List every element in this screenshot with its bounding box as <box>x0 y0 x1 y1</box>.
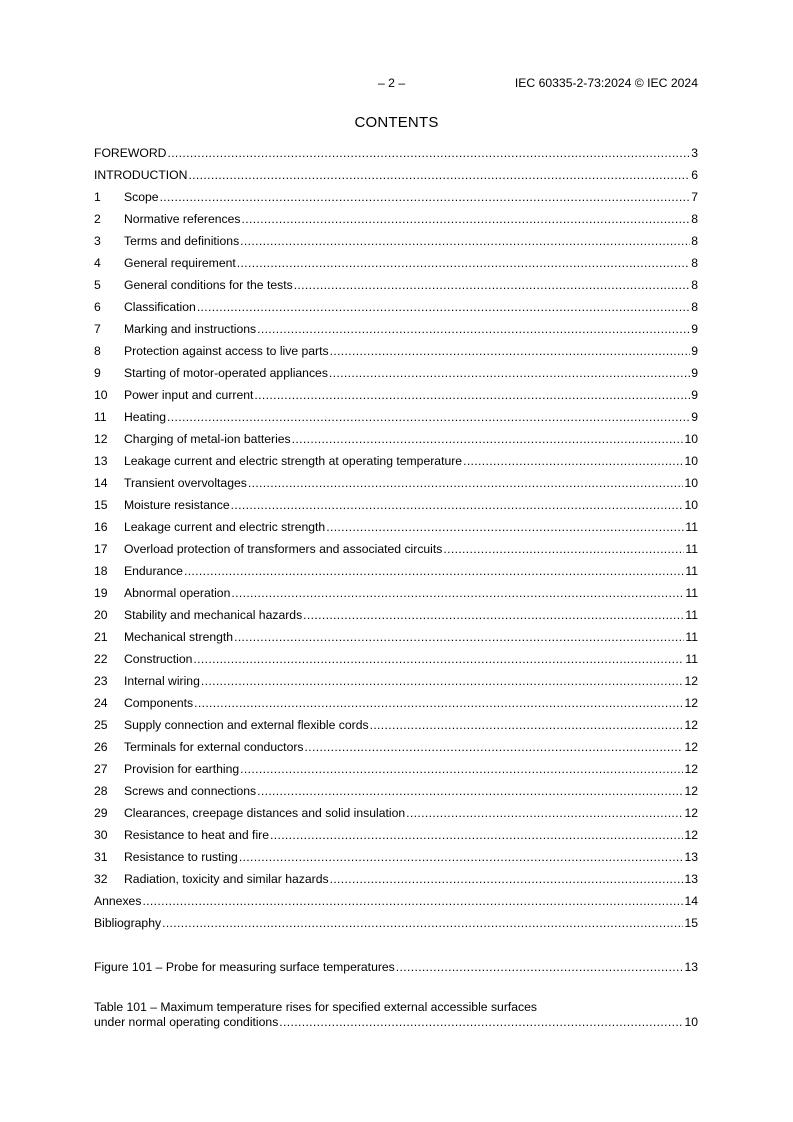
toc-entry-number: 30 <box>94 828 108 842</box>
toc-entry-label: Scope <box>124 190 159 204</box>
toc-entry-clause[interactable] <box>94 494 698 516</box>
dot-leader <box>329 362 690 384</box>
toc-entry-label: Figure 101 – Probe for measuring surface temperatures <box>94 960 395 974</box>
toc-entry-label: General conditions for the tests <box>124 278 293 292</box>
toc-entry-number: 12 <box>94 432 108 446</box>
dot-leader <box>370 714 684 736</box>
toc-entry-number: 32 <box>94 872 108 886</box>
toc-entry-label: Moisture resistance <box>124 498 230 512</box>
toc-entry-back[interactable] <box>94 890 698 912</box>
toc-entry-page: 12 <box>684 718 698 732</box>
dot-leader <box>257 318 690 340</box>
toc-entry-page: 13 <box>684 960 698 974</box>
dot-leader <box>240 230 690 252</box>
toc-entry-page: 12 <box>684 674 698 688</box>
dot-leader <box>160 186 691 208</box>
dot-leader <box>305 736 684 758</box>
toc-entry-page: 10 <box>684 476 698 490</box>
toc-entry-number: 22 <box>94 652 108 666</box>
toc-entry-label: Screws and connections <box>124 784 257 798</box>
toc-entry-label: Terminals for external conductors <box>124 740 304 754</box>
toc-entry-clause[interactable] <box>94 274 698 296</box>
toc-entry-page: 11 <box>685 608 698 622</box>
page-number: – 2 – <box>378 76 406 90</box>
dot-leader <box>270 824 683 846</box>
toc-entry-label: Resistance to heat and fire <box>124 828 269 842</box>
toc-entry-page: 12 <box>684 806 698 820</box>
dot-leader <box>231 582 684 604</box>
toc-entry-clause[interactable] <box>94 230 698 252</box>
toc-entry-clause[interactable] <box>94 340 698 362</box>
toc-entry-number: 19 <box>94 586 108 600</box>
dot-leader <box>292 428 684 450</box>
toc-entry-clause[interactable] <box>94 802 698 824</box>
toc-entry-number: 27 <box>94 762 108 776</box>
page-title: CONTENTS <box>354 114 439 131</box>
toc-entry-page: 11 <box>685 564 698 578</box>
toc-entry-clause[interactable] <box>94 428 698 450</box>
dot-leader <box>279 1014 683 1030</box>
toc-entry-number: 9 <box>94 366 101 380</box>
toc-entry-label: Abnormal operation <box>124 586 231 600</box>
toc-entry-number: 8 <box>94 344 101 358</box>
toc-entry-page: 10 <box>684 1015 698 1029</box>
toc-entry-label: Classification <box>124 300 196 314</box>
toc-entry-page: 11 <box>685 542 698 556</box>
toc-entry-label: Leakage current and electric strength at operating temperature <box>124 454 463 468</box>
toc-entry-page: 8 <box>691 212 698 226</box>
toc-entry-page: 10 <box>684 454 698 468</box>
toc-entry-page: 12 <box>684 828 698 842</box>
toc-entry-page: 12 <box>684 762 698 776</box>
dot-leader <box>240 758 683 780</box>
toc-entry-number: 11 <box>94 410 107 424</box>
toc-entry-number: 20 <box>94 608 108 622</box>
dot-leader <box>201 670 684 692</box>
toc-entry-page: 14 <box>684 894 698 908</box>
toc-entry-page: 8 <box>691 234 698 248</box>
toc-entry-label: Transient overvoltages <box>124 476 247 490</box>
toc-entry-clause[interactable] <box>94 626 698 648</box>
dot-leader <box>237 252 690 274</box>
toc-entry-label: Components <box>124 696 194 710</box>
toc-entry-number: 13 <box>94 454 108 468</box>
dot-leader <box>167 406 690 428</box>
toc-entry-clause[interactable] <box>94 384 698 406</box>
toc-entry-page: 9 <box>691 410 698 424</box>
toc-entry-label: Protection against access to live parts <box>124 344 329 358</box>
dot-leader <box>142 890 683 912</box>
toc-entry-clause[interactable] <box>94 780 698 802</box>
dot-leader <box>248 472 684 494</box>
standard-reference: IEC 60335-2-73:2024 © IEC 2024 <box>514 76 698 90</box>
toc-entry-page: 8 <box>691 300 698 314</box>
toc-entry-clause[interactable] <box>94 208 698 230</box>
toc-entry-page: 12 <box>684 784 698 798</box>
toc-entry-number: 14 <box>94 476 108 490</box>
toc-entry-clause[interactable] <box>94 692 698 714</box>
toc-entry-front[interactable] <box>94 164 698 186</box>
dot-leader <box>257 780 683 802</box>
toc-entry-label: Terms and definitions <box>124 234 240 248</box>
toc-entry-page: 13 <box>684 872 698 886</box>
toc-entry-label: Internal wiring <box>124 674 200 688</box>
toc-entry-number: 31 <box>94 850 108 864</box>
toc-entry-page: 15 <box>684 916 698 930</box>
toc-entry-label: Radiation, toxicity and similar hazards <box>124 872 329 886</box>
toc-entry-clause[interactable] <box>94 758 698 780</box>
toc-entry-number: 2 <box>94 212 101 226</box>
toc-entry-label: Mechanical strength <box>124 630 234 644</box>
dot-leader <box>443 538 684 560</box>
toc-entry-clause[interactable] <box>94 296 698 318</box>
toc-entry-number: 16 <box>94 520 108 534</box>
dot-leader <box>167 142 690 164</box>
toc-entry-label: Construction <box>124 652 193 666</box>
toc-entry-label: General requirement <box>124 256 236 270</box>
toc-entry-page: 7 <box>691 190 698 204</box>
toc-entry-number: 24 <box>94 696 108 710</box>
dot-leader <box>239 846 684 868</box>
toc-entry-number: 21 <box>94 630 108 644</box>
toc-entry-number: 29 <box>94 806 108 820</box>
toc-entry-clause[interactable] <box>94 670 698 692</box>
dot-leader <box>330 868 684 890</box>
toc-entry-label: Annexes <box>94 894 142 908</box>
dot-leader <box>330 340 691 362</box>
toc-entry-page: 10 <box>684 498 698 512</box>
toc-entry-label: Resistance to rusting <box>124 850 238 864</box>
toc-entry-page: 3 <box>691 146 698 160</box>
toc-entry-clause[interactable] <box>94 406 698 428</box>
toc-entry-number: 25 <box>94 718 108 732</box>
toc-entry-number: 10 <box>94 388 108 402</box>
toc-entry-number: 26 <box>94 740 108 754</box>
toc-entry-number: 7 <box>94 322 101 336</box>
toc-entry-number: 23 <box>94 674 108 688</box>
toc-entry-label: Leakage current and electric strength <box>124 520 326 534</box>
toc-entry-number: 1 <box>94 190 101 204</box>
toc-entry-clause[interactable] <box>94 516 698 538</box>
toc-entry-number: 17 <box>94 542 108 556</box>
toc-entry-page: 9 <box>691 366 698 380</box>
toc-entry-clause[interactable] <box>94 714 698 736</box>
dot-leader <box>194 692 683 714</box>
dot-leader <box>188 164 690 186</box>
toc-entry-label: Stability and mechanical hazards <box>124 608 303 622</box>
spacer <box>94 934 698 956</box>
toc-entry-label: Starting of motor-operated appliances <box>124 366 328 380</box>
toc-entry-page: 12 <box>684 740 698 754</box>
toc-entry-label: FOREWORD <box>94 146 167 160</box>
toc-entry-label: Supply connection and external flexible cords <box>124 718 369 732</box>
toc-entry-label: Heating <box>124 410 167 424</box>
table-of-contents <box>94 142 698 1030</box>
toc-entry-clause[interactable] <box>94 846 698 868</box>
toc-entry-number: 5 <box>94 278 101 292</box>
dot-leader <box>234 626 684 648</box>
dot-leader <box>463 450 683 472</box>
page-header <box>94 76 698 92</box>
spacer <box>94 978 698 1000</box>
dot-leader <box>193 648 684 670</box>
toc-entry-table-line2[interactable] <box>94 1014 698 1030</box>
toc-entry-label: Normative references <box>124 212 241 226</box>
toc-entry-clause[interactable] <box>94 450 698 472</box>
toc-entry-clause[interactable] <box>94 824 698 846</box>
toc-entry-back[interactable] <box>94 912 698 934</box>
toc-entry-label: Charging of metal-ion batteries <box>124 432 291 446</box>
toc-entry-page: 8 <box>691 278 698 292</box>
dot-leader <box>294 274 691 296</box>
dot-leader <box>162 912 683 934</box>
toc-entry-page: 13 <box>684 850 698 864</box>
toc-entry-number: 15 <box>94 498 108 512</box>
toc-entry-clause[interactable] <box>94 648 698 670</box>
toc-entry-page: 6 <box>691 168 698 182</box>
toc-entry-clause[interactable] <box>94 186 698 208</box>
toc-entry-label: Provision for earthing <box>124 762 240 776</box>
toc-entry-label-line1: Table 101 – Maximum temperature rises for specified external accessible surfaces <box>94 1000 538 1014</box>
toc-entry-page: 9 <box>691 388 698 402</box>
toc-entry-label: Power input and current <box>124 388 254 402</box>
toc-entry-label: INTRODUCTION <box>94 168 188 182</box>
toc-entry-label: under normal operating conditions <box>94 1015 279 1029</box>
toc-entry-clause[interactable] <box>94 538 698 560</box>
toc-entry-clause[interactable] <box>94 868 698 890</box>
dot-leader <box>254 384 690 406</box>
toc-entry-label: Marking and instructions <box>124 322 257 336</box>
toc-entry-page: 9 <box>691 322 698 336</box>
toc-entry-clause[interactable] <box>94 318 698 340</box>
toc-entry-page: 9 <box>691 344 698 358</box>
toc-entry-figure[interactable] <box>94 956 698 978</box>
toc-entry-number: 28 <box>94 784 108 798</box>
toc-entry-page: 10 <box>684 432 698 446</box>
toc-entry-clause[interactable] <box>94 252 698 274</box>
toc-entry-page: 11 <box>685 652 698 666</box>
toc-entry-page: 11 <box>685 630 698 644</box>
toc-entry-label: Bibliography <box>94 916 162 930</box>
toc-entry-clause[interactable] <box>94 604 698 626</box>
toc-entry-label: Clearances, creepage distances and solid insulation <box>124 806 406 820</box>
toc-entry-clause[interactable] <box>94 472 698 494</box>
toc-entry-page: 11 <box>685 520 698 534</box>
toc-entry-clause[interactable] <box>94 736 698 758</box>
toc-entry-number: 6 <box>94 300 101 314</box>
dot-leader <box>396 956 684 978</box>
toc-entry-clause[interactable] <box>94 560 698 582</box>
toc-entry-page: 12 <box>684 696 698 710</box>
toc-entry-label: Overload protection of transformers and associated circuits <box>124 542 443 556</box>
toc-entry-page: 11 <box>685 586 698 600</box>
toc-entry-number: 18 <box>94 564 108 578</box>
toc-entry-number: 4 <box>94 256 101 270</box>
toc-entry-clause[interactable] <box>94 362 698 384</box>
dot-leader <box>326 516 684 538</box>
toc-entry-front[interactable] <box>94 142 698 164</box>
dot-leader <box>231 494 684 516</box>
toc-entry-clause[interactable] <box>94 582 698 604</box>
dot-leader <box>184 560 684 582</box>
toc-entry-table[interactable] <box>94 1000 698 1030</box>
toc-entry-page: 8 <box>691 256 698 270</box>
toc-entry-label: Endurance <box>124 564 183 578</box>
dot-leader <box>406 802 683 824</box>
dot-leader <box>242 208 691 230</box>
dot-leader <box>303 604 684 626</box>
dot-leader <box>197 296 690 318</box>
toc-entry-number: 3 <box>94 234 101 248</box>
